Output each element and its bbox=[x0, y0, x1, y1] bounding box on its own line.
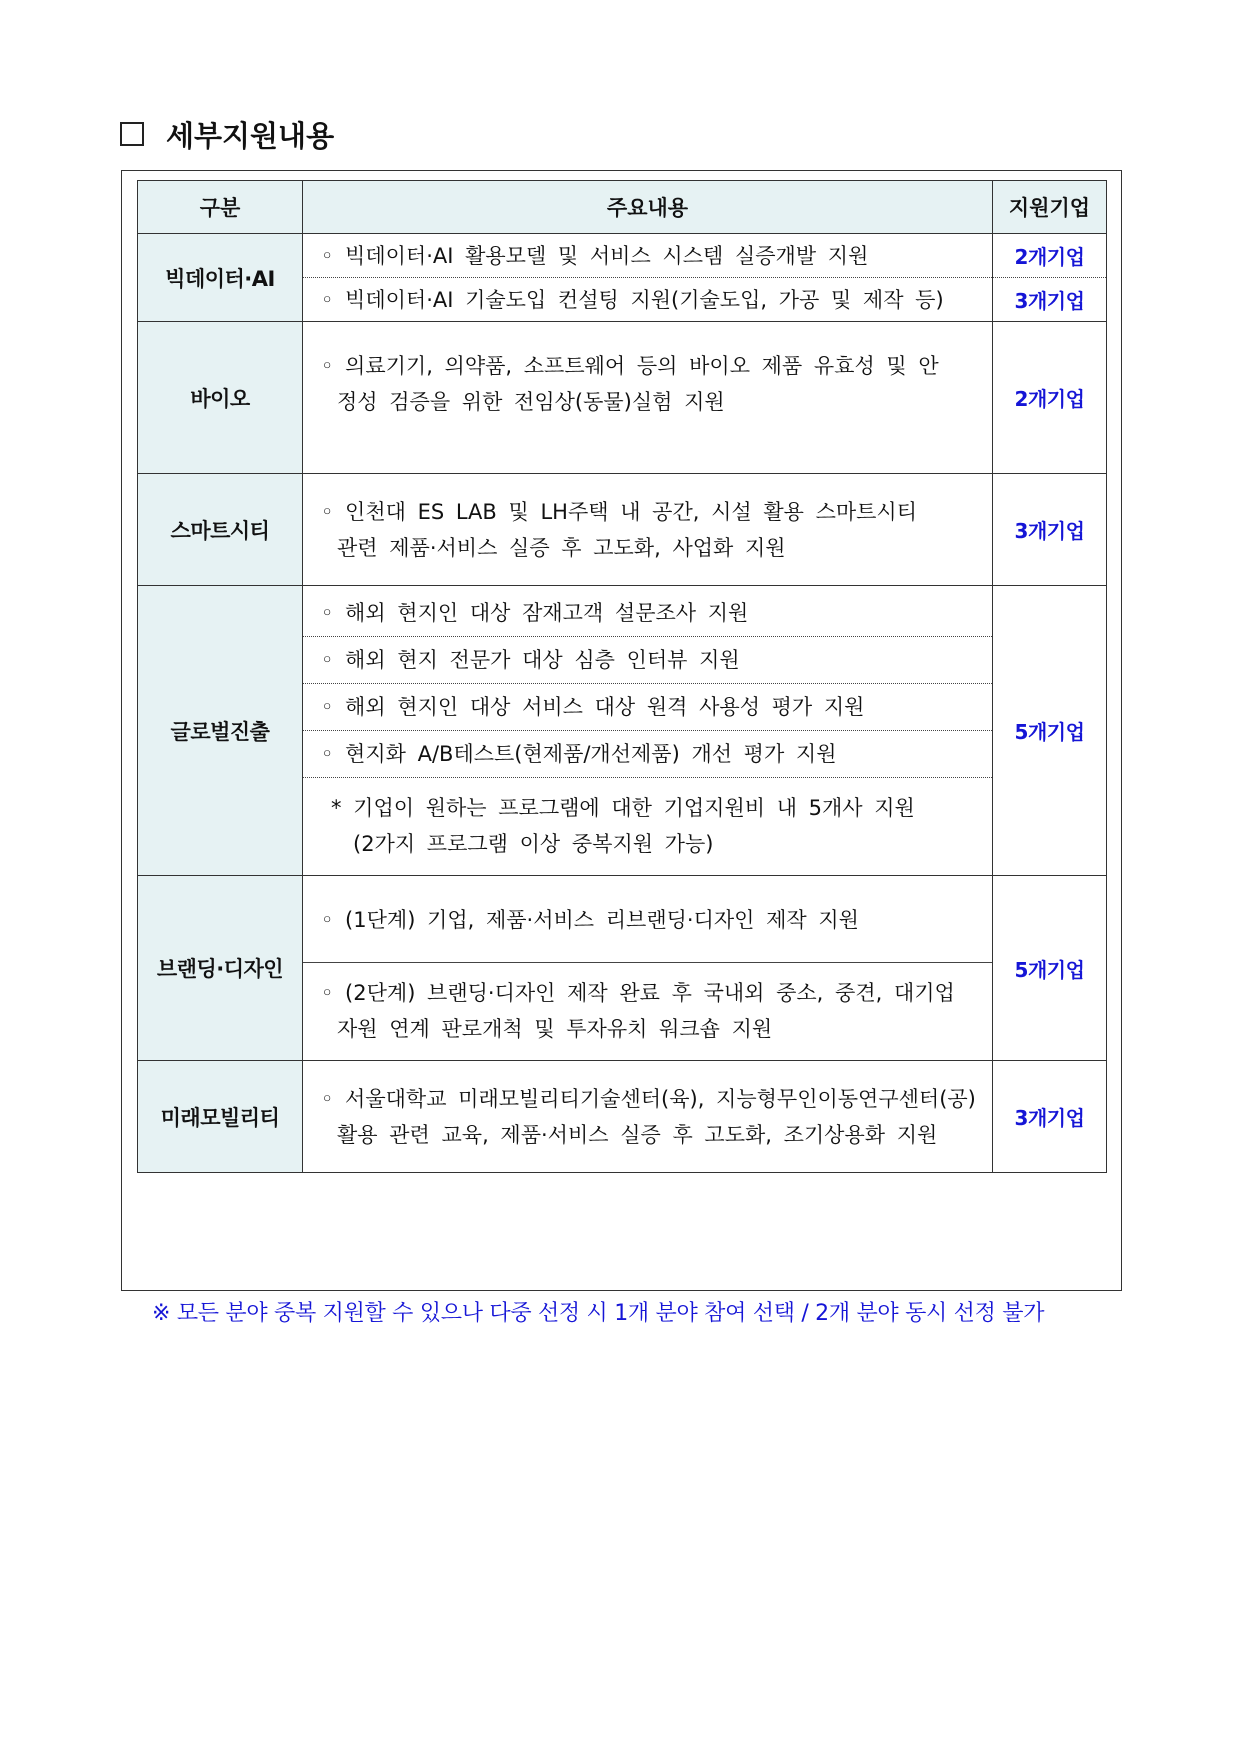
table-row bbox=[138, 474, 1107, 586]
content-cell bbox=[303, 1061, 993, 1173]
section-heading-text: 세부지원내용 bbox=[166, 118, 335, 153]
category-cell: 글로벌진출 bbox=[138, 586, 303, 876]
company-count-cell: 2개기업 bbox=[993, 322, 1107, 474]
header-supported-companies: 지원기업 bbox=[993, 181, 1107, 234]
category-cell: 바이오 bbox=[138, 322, 303, 474]
company-count-cell: 3개기업 bbox=[993, 278, 1107, 322]
section-heading bbox=[120, 112, 334, 156]
table-header-row bbox=[138, 181, 1107, 234]
company-count-cell: 3개기업 bbox=[993, 1061, 1107, 1173]
header-main-content: 주요내용 bbox=[303, 181, 993, 234]
list-item: ◦ 빅데이터·AI 기술도입 컨설팅 지원(기술도입, 가공 및 제작 등) bbox=[321, 287, 944, 312]
content-cell bbox=[303, 234, 993, 278]
company-count-cell: 5개기업 bbox=[993, 876, 1107, 1061]
list-item: ◦ (2단계) 브랜딩·디자인 제작 완료 후 국내외 중소, 중견, 대기업 자원 연계 판로개척 및 투자유치 워크숍 지원 bbox=[303, 962, 992, 1057]
content-cell bbox=[303, 322, 993, 474]
table-row bbox=[138, 234, 1107, 278]
company-count-cell: 5개기업 bbox=[993, 586, 1107, 876]
category-cell: 스마트시티 bbox=[138, 474, 303, 586]
program-note: * 기업이 원하는 프로그램에 대한 기업지원비 내 5개사 지원 (2가지 프로그램 이상 중복지원 가능) bbox=[303, 777, 992, 872]
list-item: ◦ 의료기기, 의약품, 소프트웨어 등의 바이오 제품 유효성 및 안 정성 검증을 위한 전임상(동물)실험 지원 bbox=[321, 353, 939, 414]
table-row bbox=[138, 876, 1107, 1061]
category-cell: 빅데이터·AI bbox=[138, 234, 303, 322]
header-category: 구분 bbox=[138, 181, 303, 234]
support-details-table bbox=[137, 180, 1107, 1173]
company-count-cell: 2개기업 bbox=[993, 234, 1107, 278]
list-item: ◦ 서울대학교 미래모빌리티기술센터(육), 지능형무인이동연구센터(공) 활용 관련 교육, 제품·서비스 실증 후 고도화, 조기상용화 지원 bbox=[321, 1086, 976, 1147]
table-row bbox=[138, 586, 1107, 876]
content-cell bbox=[303, 474, 993, 586]
list-item: ◦ 빅데이터·AI 활용모델 및 서비스 시스템 실증개발 지원 bbox=[321, 243, 869, 268]
content-cell bbox=[303, 876, 993, 1061]
list-item: ◦ 현지화 A/B테스트(현제품/개선제품) 개선 평가 지원 bbox=[303, 730, 992, 777]
table-row bbox=[138, 322, 1107, 474]
footnote: ※ 모든 분야 중복 지원할 수 있으나 다중 선정 시 1개 분야 참여 선택 / 2개 분야 동시 선정 불가 bbox=[152, 1301, 1045, 1326]
company-count-cell: 3개기업 bbox=[993, 474, 1107, 586]
list-item: ◦ 해외 현지인 대상 잠재고객 설문조사 지원 bbox=[321, 600, 749, 625]
checkbox-square-icon bbox=[120, 122, 144, 146]
list-item: ◦ 인천대 ES LAB 및 LH주택 내 공간, 시설 활용 스마트시티 관련 제품·서비스 실증 후 고도화, 사업화 지원 bbox=[321, 499, 918, 560]
category-cell: 미래모빌리티 bbox=[138, 1061, 303, 1173]
table-row bbox=[138, 1061, 1107, 1173]
content-cell bbox=[303, 278, 993, 322]
list-item: ◦ 해외 현지 전문가 대상 심층 인터뷰 지원 bbox=[303, 636, 992, 683]
category-cell: 브랜딩·디자인 bbox=[138, 876, 303, 1061]
content-cell bbox=[303, 586, 993, 876]
list-item: ◦ (1단계) 기업, 제품·서비스 리브랜딩·디자인 제작 지원 bbox=[321, 907, 859, 932]
list-item: ◦ 해외 현지인 대상 서비스 대상 원격 사용성 평가 지원 bbox=[303, 683, 992, 730]
